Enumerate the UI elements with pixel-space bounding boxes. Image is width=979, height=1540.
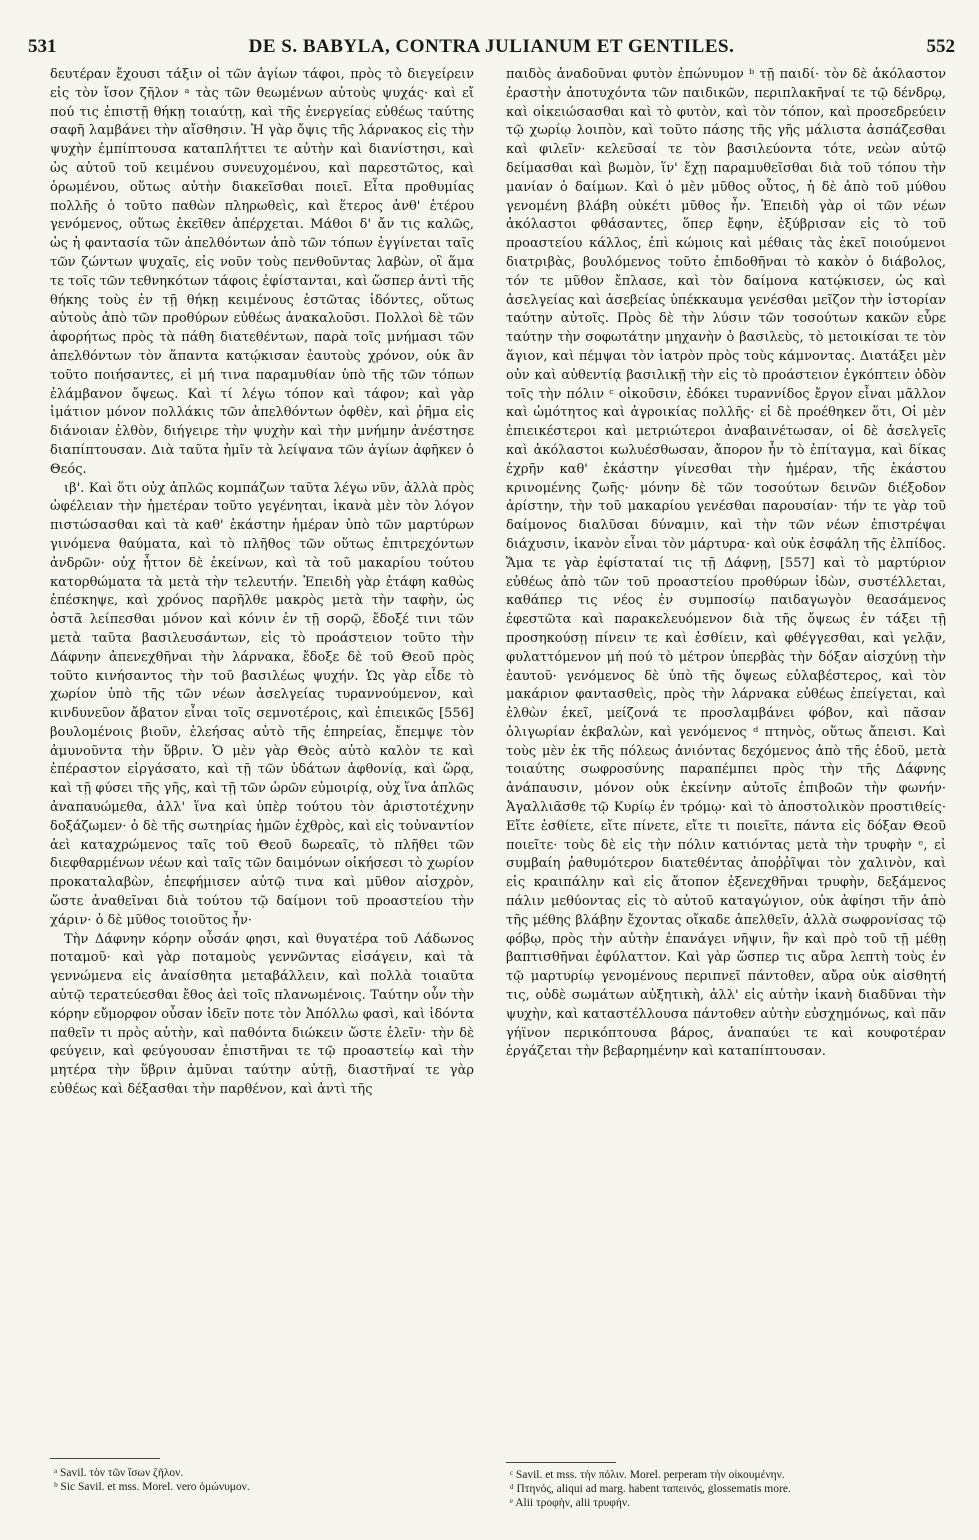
footnotes-right bbox=[510, 1468, 946, 1510]
footnote: ᶜ Savil. et mss. τὴν πόλιν. Morel. perperam τὴν οἰκουμένην. bbox=[510, 1469, 785, 1481]
paragraph: ιβ'. Καὶ ὅτι οὐχ ἁπλῶς κομπάζων ταῦτα λέγω νῦν, ἀλλὰ πρὸς ὠφέλειαν τὴν ἡμετέραν τοῦτο γεγένηται, ἱκανὰ μὲν τὸν λόγον πιστώσασθαι καὶ τὰ καθ' ἑκάστην ἡμέραν ὑπὸ τῶν μαρτύρων γινόμενα θαύματα, καὶ τὸ πλῆθος τῶν οὕτως ἐπιτρεχόντων ἀνδρῶν· οὐχ ἧττον δὲ ἐκείνων, καὶ τὰ τοῦ μακαρίου τούτου κατορθώματα τὰ μετὰ τὴν τελευτήν. Ἐπειδὴ γὰρ ἐτάφη καθὼς ἐπέσκηψε, καὶ χρόνος παρῆλθε μακρὸς μετὰ τὴν ταφὴν, ὡς ὀστᾶ λείπεσθαι μόνον καὶ κόνιν ἐν τῇ σορῷ, ἔδοξέ τινι τῶν μετὰ ταῦτα βασιλευσάντων, εἰς τὸ προάστειον τοῦτο τὴν Δάφνην ἀπενεχθῆναι τὴν λάρνακα, ἔδοξε δὲ τοῦ Θεοῦ πρὸς τοῦτο κινήσαντος τὴν τοῦ βασιλέως ψυχήν. Ὡς γὰρ εἶδε τὸ χωρίον ὑπὸ τῆς τῶν νέων ἀσελγείας τυραννούμενον, καὶ κινδυνεῦον ἄβατον εἶναι τοῖς σεμνοτέροις, καὶ ἐπιεικῶς [556] βουλομένοις βιοῦν, ἐλεήσας αὐτὸ τῆς ἐπηρείας, ἔπεμψε τὸν ἀμυνοῦντα τὴν ὕβριν. Ὁ μὲν γὰρ Θεὸς αὐτὸ καλὸν τε καὶ ἐπέραστον εἰργάσατο, καὶ τῇ τῶν ὑδάτων ἀφθονίᾳ, καὶ ὥρᾳ, καὶ τῇ φύσει τῆς γῆς, καὶ τῇ τῶν ὡρῶν εὐμοιρίᾳ, οὐχ ἵνα ἁπλῶς ἀναπαυώμεθα, ἀλλ' ἵνα καὶ ὑπὲρ τούτου τὸν ἀριστοτέχνην δοξάζωμεν· ὁ δὲ τῆς σωτηρίας ἡμῶν ἐχθρὸς, καὶ εἰς τοὐναντίον ἀεὶ καταχρώμενος ταῖς τοῦ Θεοῦ δωρεαῖς, τὸ πλῆθει τῶν διεφθαρμένων νέων καὶ ταῖς τῶν δαιμόνων οἰκήσεσι τὸ χωρίον προκαταλαβὼν, ἐπεφήμισεν αὐτῷ τινα καὶ μῦθον αἰσχρὸν, ὥστε ἀναθεῖναι διὰ τούτου τῷ δαίμονι τοῦ προαστείου τὴν χάριν· ὁ δὲ μῦθος τοιοῦτος ἦν· bbox=[50, 480, 474, 928]
paragraph: δευτέραν ἔχουσι τάξιν οἱ τῶν ἁγίων τάφοι, πρὸς τὸ διεγείρειν εἰς τὸν ἴσον ζῆλον ᵃ τὰς τῶν θεωμένων αὐτοὺς ψυχάς· καὶ εἴ πού τις ἐπιστῇ θήκῃ τοιαύτῃ, καὶ τῆς ἐνεργείας εὐθέως ταύτης σαφῆ λαμβάνει τὴν αἴσθησιν. Ἡ γὰρ ὄψις τῆς λάρνακος εἰς τὴν ψυχὴν ἐμπίπτουσα καταπλήττει τε αὐτὴν καὶ διανίστησι, καὶ ὡς αὐτοῦ τοῦ κειμένου συνευχομένου, καὶ παρεστῶτος, καὶ ὁρωμένου, οὕτως αὐτὴν διακεῖσθαι ποιεῖ. Εἶτα προθυμίας πολλῆς ὁ τοῦτο παθὼν πληρωθεὶς, καὶ ἕτερος ἀνθ' ἑτέρου γενόμενος, οὕτως ἐκεῖθεν ἀπέρχεται. Μάθοι δ' ἄν τις καλῶς, ὡς ἡ φαντασία τῶν ἀπελθόντων ἀπὸ τῶν τόπων ἐγγίνεται ταῖς τῶν ζώντων ψυχαῖς, εἰς νοῦν τοὺς πενθοῦντας λαβὼν, οἳ ἅμα τε τοῖς τῶν τεθνηκότων τάφοις ἐφίστανται, καὶ ὥσπερ ἀντὶ τῆς θήκης τοὺς ἐν τῇ θήκῃ κειμένους ἑστῶτας ἰδόντες, οὕτως αὐτοὺς ἀπὸ τῶν προθύρων εὐθέως ἀνακαλοῦσι. Πολλοὶ δὲ τῶν ἀφορήτως πρὸς τὰ πάθη διατεθέντων, παρὰ τοῖς μνήμασι τῶν ἀπελθόντων τὸν ἅπαντα κατῴκισαν ἑαυτοὺς χρόνον, οὐκ ἂν τοῦτο ποιήσαντες, εἰ μή τινα παραμυθίαν ὑπὸ τῆς τῶν τόπων ἐλάμβανον ὄψεως. Καὶ τί λέγω τόπον καὶ τάφον; καὶ γὰρ ἱμάτιον μόνον πολλάκις τῶν ἀπελθόντων ὀφθὲν, καὶ ῥῆμα εἰς διάνοιαν ἐλθὸν, διήγειρε τὴν ψυχὴν καὶ τὴν μνήμην ἀνέστησε διαπίπτουσαν. Διὰ ταῦτα ἡμῖν τὰ λείψανα τῶν ἁγίων ἀφῆκεν ὁ Θεός. bbox=[50, 67, 474, 477]
footnote: ᵃ Savil. τὸν τῶν ἴσων ζῆλον. bbox=[54, 1467, 184, 1479]
footnotes-left bbox=[54, 1466, 474, 1494]
footnote-rule bbox=[50, 1458, 160, 1459]
running-title: DE S. BABYLA, CONTRA JULIANUM ET GENTILES. bbox=[248, 36, 735, 57]
footnote-rule bbox=[506, 1462, 616, 1463]
running-header bbox=[28, 36, 955, 60]
right-column bbox=[506, 66, 946, 1062]
footnote: ᵉ Alii τροφὴν, alii τρυφήν. bbox=[510, 1497, 631, 1509]
paragraph: Τὴν Δάφνην κόρην οὖσάν φησι, καὶ θυγατέρα τοῦ Λάδωνος ποταμοῦ· καὶ γὰρ ποταμοὺς γεννῶντας εἰσάγειν, καὶ τὰ γεννώμενα εἰς ἀναίσθητα μεταβάλλειν, καὶ πολλὰ τοιαῦτα αὐτῷ τερατεύεσθαι ἔθος ἀεὶ τοῖς πλανωμένοις. Ταύτην οὖν τὴν κόρην εὔμορφον οὖσαν ἰδεῖν ποτε τὸν Ἀπόλλω φασὶ, καὶ ἰδόντα παθεῖν τι πρὸς αὐτὴν, καὶ παθόντα διώκειν ὥστε ἑλεῖν· τὴν δὲ φεύγειν, καὶ φεύγουσαν ἐπιστῆναι τε τῷ προαστείῳ καὶ τὴν μητέρα τὴν ὕβριν ἀμῦναι ταύτην αὐτῇ, διαστῆναί τε γὰρ εὐθέως καὶ δέξασθαι τὴν παρθένον, καὶ ἀντὶ τῆς bbox=[50, 931, 474, 1098]
footnote: ᵇ Sic Savil. et mss. Morel. vero ὁμώνυμον. bbox=[54, 1481, 250, 1493]
page-number-left: 531 bbox=[28, 36, 57, 57]
paragraph: παιδὸς ἀναδοῦναι φυτὸν ἐπώνυμον ᵇ τῇ παιδί· τὸν δὲ ἀκόλαστον ἐραστὴν ἀποτυχόντα τῶν παιδικῶν, περιπλακῆναί τε τῷ δένδρῳ, καὶ οἰκειώσασθαι καὶ τὸ φυτὸν, καὶ τὸν τόπον, καὶ προσεδρεύειν τῷ χωρίῳ λοιπὸν, καὶ τοῦτο πάσης τῆς γῆς μάλιστα ἀσπάζεσθαι καὶ φιλεῖν· κελεῦσαί τε τὸν βασιλεύοντα τότε, νεὼν αὐτῷ δείμασθαι καὶ βωμὸν, ἵν' ἔχῃ παραμυθεῖσθαι διὰ τοῦ τόπου τὴν μανίαν ὁ δαίμων. Καὶ ὁ μὲν μῦθος οὗτος, ἡ δὲ ἀπὸ τοῦ μύθου γενομένη βλάβη οὐκέτι μῦθος ἦν. Ἐπειδὴ γὰρ οἱ τῶν νέων ἀκόλαστοι φθάσαντες, ὅπερ ἔφην, ἐξύβρισαν εἰς τὸ τοῦ προαστείου κάλλος, ἐπὶ κώμοις καὶ μέθαις τὰς ἐκεῖ ποιούμενοι διατριβὰς, βουλόμενος τοῦτο ἐπιδοθῆναι τὸ κακὸν ὁ διάβολος, τόν τε μῦθον ἔπλασε, καὶ τὸν δαίμονα κατῴκισεν, ὡς καὶ ἀσελγείας καὶ ἀσεβείας ὑπέκκαυμα γενέσθαι μεῖζον τὴν ἱστορίαν ταύτην αὐτοῖς. Πρὸς δὲ τὴν λύσιν τῶν τοσούτων κακῶν εὗρε ταύτην τὴν σοφωτάτην μηχανὴν ὁ βασιλεὺς, τὸ μετοικίσαι τε τὸν ἅγιον, καὶ πέμψαι τὸν ἰατρὸν πρὸς τοὺς κάμνοντας. Διατάξει μὲν οὐν καὶ αὐθεντίᾳ βασιλικῇ τὴν εἰς τὸ προάστειον ἐγκόπτειν ὁδὸν τοῖς τὴν πόλιν ᶜ οἰκοῦσιν, ἐδόκει τυραννίδος ἔργον εἶναι μᾶλλον καὶ ὠμότητος καὶ ἀγροικίας πολλῆς· εἰ δὲ προέθηκεν ὅτι, Οἱ μὲν ἐπιεικέστεροι καὶ μετριώτεροι ἀναβαινέτωσαν, οἱ δὲ ἀσελγεῖς καὶ ἀκόλαστοι κωλυέσθωσαν, ἄπορον ἦν τὸ ἐπίταγμα, καὶ δίκας ἐχρῆν καθ' ἑκάστην γίνεσθαι τὴν ἡμέραν, τῆς ἑκάστου κρινομένης ζωῆς· μόνην δὲ τῶν τοσούτων δεινῶν διέξοδον ἀρίστην, τὴν τοῦ μακαρίου γενέσθαι παρουσίαν· τήν τε γὰρ τοῦ δαίμονος διαλῦσαι δύναμιν, καὶ τὴν τῶν νέων ἐπιστρέψαι διάχυσιν, ἱκανὸν εἶναι τὸν μάρτυρα· καὶ οὐκ ἐσφάλη τῆς ἐλπίδος. Ἅμα τε γὰρ ἐφίσταταί τις τῇ Δάφνῃ, [557] καὶ τὸ μαρτύριον εὐθέως ἀπὸ τῶν τοῦ προαστείου προθύρων ἰδὼν, συστέλλεται, καθάπερ τις νέος ἐν συμποσίῳ παιδαγωγὸν θεασάμενος ἐφεστῶτα καὶ παρακελευόμενον διὰ τῆς ὄψεως ἐν τάξει τῇ προσηκούσῃ πίνειν τε καὶ ἐσθίειν, καὶ φθέγγεσθαι, καὶ γελᾷν, φυλαττόμενον μή πού τὸ μέτρον ὑπερβὰς τὴν δόξαν αἰσχύνῃ τὴν ἑαυτοῦ· γενόμενος δὲ ὑπὸ τῆς ὄψεως εὐλαβέστερος, καὶ τὸν μακάριον φαντασθεὶς, πρὸς τὴν λάρνακα εὐθέως ἐπείγεται, καὶ ἐλθὼν ἐκεῖ, μείζονά τε προσλαμβάνει φόβον, καὶ πᾶσαν ὀλιγωρίαν ἐκβαλὼν, καὶ γενόμενος ᵈ πτηνὸς, οὕτως ἄπεισι. Καὶ τοὺς μὲν ἐκ τῆς πόλεως ἀνιόντας δεχόμενος ἀπὸ τῆς ἐδοῦ, μετὰ τοιαύτης σωφροσύνης παραπέμπει πρὸς τὴν τῆς Δάφνης ἀνάπαυσιν, μόνον οὐκ ἐκείνην αὐτοῖς ἐπιβοῶν τὴν φωνήν· Ἀγαλλιᾶσθε τῷ Κυρίῳ ἐν τρόμῳ· καὶ τὸ ἀποστολικὸν προστιθείς· Εἴτε ἐσθίετε, εἴτε πίνετε, εἴτε τι ποιεῖτε, πάντα εἰς δόξαν Θεοῦ ποιεῖτε· τοὺς δὲ εἰς τὴν πόλιν κατιόντας μετὰ τὴν τρυφὴν ᵉ, εἰ συμβαίη ῥαθυμότερον διατεθέντας ἀποῤῥῖψαι τὸν χαλινὸν, καὶ εἰς κραιπάλην καὶ εἰς ἄτοπον ἐξενεχθῆναι τρυφὴν, δεξάμενος πάλιν μεθύοντας εἰς τὸ αὐτοῦ καταγώγιον, οὐκ ἀφίησι τῆν ἀπὸ τῆς μέθης βλάβην ἔχοντας οἴκαδε ἀπελθεῖν, ἀλλὰ σωφρονίσας τῷ φόβῳ, πρὸς τὴν αὐτὴν ἐπανάγει νῆψιν, ἣν καὶ πρὸ τοῦ τῇ μέθῃ βαπτισθῆναι ἐφύλαττον. Καὶ γὰρ ὥσπερ τις αὔρα λεπτὴ τοὺς ἐν τῷ μαρτυρίῳ γενομένους περιπνεῖ πάντοθεν, αὔρα οὐκ αἰσθητή τις, οὐδὲ σωμάτων αὐξητικὴ, ἀλλ' εἰς αὐτὴν ἱκανὴ διαδῦναι τὴν ψυχὴν, καὶ καταστέλλουσα πάντοθεν αὐτὴν εὐσχημόνως, καὶ πᾶν γήϊνον περικόπτουσα βάρος, ἀναπαύει τε καὶ κουφοτέραν ἐργάζεται τὴν βεβαρημένην καὶ καταπίπτουσαν. bbox=[506, 67, 946, 1060]
page-number-right: 552 bbox=[926, 36, 955, 57]
footnote: ᵈ Πτηνός, aliqui ad marg. habent ταπεινός, glossematis more. bbox=[510, 1483, 791, 1495]
left-column bbox=[50, 66, 474, 1100]
